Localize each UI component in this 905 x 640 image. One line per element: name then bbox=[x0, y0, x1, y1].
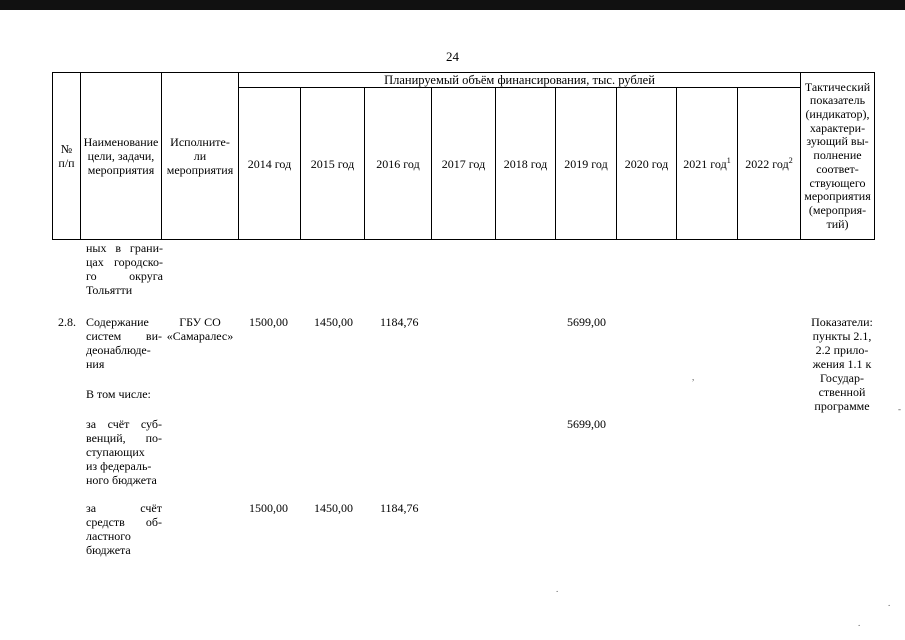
page-number: 24 bbox=[446, 49, 459, 64]
row-name-line: Содержание bbox=[86, 315, 149, 329]
including-label: В том числе: bbox=[86, 387, 151, 401]
continuation-line: го округа bbox=[86, 269, 163, 283]
header-year-label: 2014 год bbox=[247, 156, 292, 171]
regional-label-line: за счёт bbox=[86, 501, 162, 515]
row-executor-line: ГБУ СО bbox=[179, 315, 221, 329]
header-name-line: мероприятия bbox=[87, 163, 155, 177]
header-tactical-line: мероприятия bbox=[804, 189, 871, 204]
row-name-line: ния bbox=[86, 357, 105, 371]
scan-speck: . bbox=[858, 618, 861, 628]
value-2019: 5699,00 bbox=[567, 315, 606, 329]
value-2014: 1500,00 bbox=[249, 315, 288, 329]
indicator-line: ственной bbox=[818, 385, 866, 399]
header-tactical-line: (мероприя- bbox=[808, 202, 867, 217]
header-name-line: цели, задачи, bbox=[87, 149, 155, 163]
regional-value-2014: 1500,00 bbox=[249, 501, 288, 515]
federal-label-line: из федераль- bbox=[86, 459, 152, 473]
header-executor-line: Исполните- bbox=[170, 135, 230, 149]
federal-label-line: венций, по- bbox=[86, 431, 162, 445]
row-executor-line: «Самаралес» bbox=[166, 329, 234, 343]
scan-speck: . bbox=[556, 584, 559, 594]
indicator-line: программе bbox=[814, 399, 870, 413]
scan-speck: . bbox=[888, 598, 891, 608]
regional-label-line: ластного bbox=[86, 529, 131, 543]
header-tactical-line: полнение bbox=[813, 148, 862, 163]
header-year-label: 2015 год bbox=[310, 156, 355, 171]
header-tactical-line: Тактический bbox=[804, 79, 871, 94]
federal-label-line: за счёт суб- bbox=[86, 417, 162, 431]
header-year-label: 2017 год bbox=[441, 156, 486, 171]
header-year-label: 2021 год bbox=[683, 156, 727, 171]
regional-label-line: бюджета bbox=[86, 543, 131, 557]
header-year-label: 2019 год bbox=[564, 156, 608, 171]
header-executor-line: мероприятия bbox=[166, 163, 234, 177]
header-tactical-line: зующий вы- bbox=[806, 134, 869, 149]
header-tactical-line: (индикатор), bbox=[805, 107, 870, 122]
header-year-label: 2022 год bbox=[745, 156, 789, 171]
regional-value-2015: 1450,00 bbox=[314, 501, 353, 515]
indicator-line: жения 1.1 к bbox=[812, 357, 872, 371]
indicator-line: Показатели: bbox=[811, 315, 873, 329]
header-tactical-line: характери- bbox=[809, 120, 866, 135]
header-year-label: 2020 год bbox=[624, 156, 669, 171]
row-name-line: систем ви- bbox=[86, 329, 162, 343]
federal-label-line: ного бюджета bbox=[86, 473, 157, 487]
header-num-line: № bbox=[60, 142, 73, 156]
scan-speck: - bbox=[898, 404, 901, 414]
federal-value-2019: 5699,00 bbox=[567, 417, 606, 431]
row-number: 2.8. bbox=[58, 315, 76, 329]
row-name-line: деонаблюде- bbox=[86, 343, 151, 357]
regional-label-line: средств об- bbox=[86, 515, 162, 529]
header-tactical-line: показатель bbox=[809, 93, 866, 108]
header-year-label: 2016 год bbox=[376, 156, 420, 171]
header-num-line: п/п bbox=[58, 156, 75, 170]
scan-speck: , bbox=[692, 372, 695, 382]
continuation-line: Тольятти bbox=[86, 283, 133, 297]
continuation-line: цах городско- bbox=[86, 255, 163, 269]
indicator-line: 2.2 прило- bbox=[815, 343, 869, 357]
indicator-line: Государ- bbox=[819, 371, 865, 385]
header-year-label: 2018 год bbox=[503, 156, 548, 171]
regional-value-2016: 1184,76 bbox=[380, 501, 419, 515]
header-plan-title: Планируемый объём финансирования, тыс. рублей bbox=[239, 73, 801, 88]
continuation-line: ных в грани- bbox=[86, 241, 163, 255]
indicator-line: пункты 2.1, bbox=[812, 329, 872, 343]
header-tactical-line: соответ- bbox=[816, 161, 859, 176]
header-executor-line: ли bbox=[193, 149, 207, 163]
value-2016: 1184,76 bbox=[380, 315, 419, 329]
header-name-line: Наименование bbox=[83, 135, 159, 149]
footnote-mark: 1 bbox=[726, 155, 731, 165]
header-tactical-line: ствующего bbox=[809, 175, 866, 190]
federal-label-line: ступающих bbox=[86, 445, 145, 459]
value-2015: 1450,00 bbox=[314, 315, 353, 329]
footnote-mark: 2 bbox=[788, 155, 793, 165]
header-tactical-line: тий) bbox=[826, 216, 849, 231]
